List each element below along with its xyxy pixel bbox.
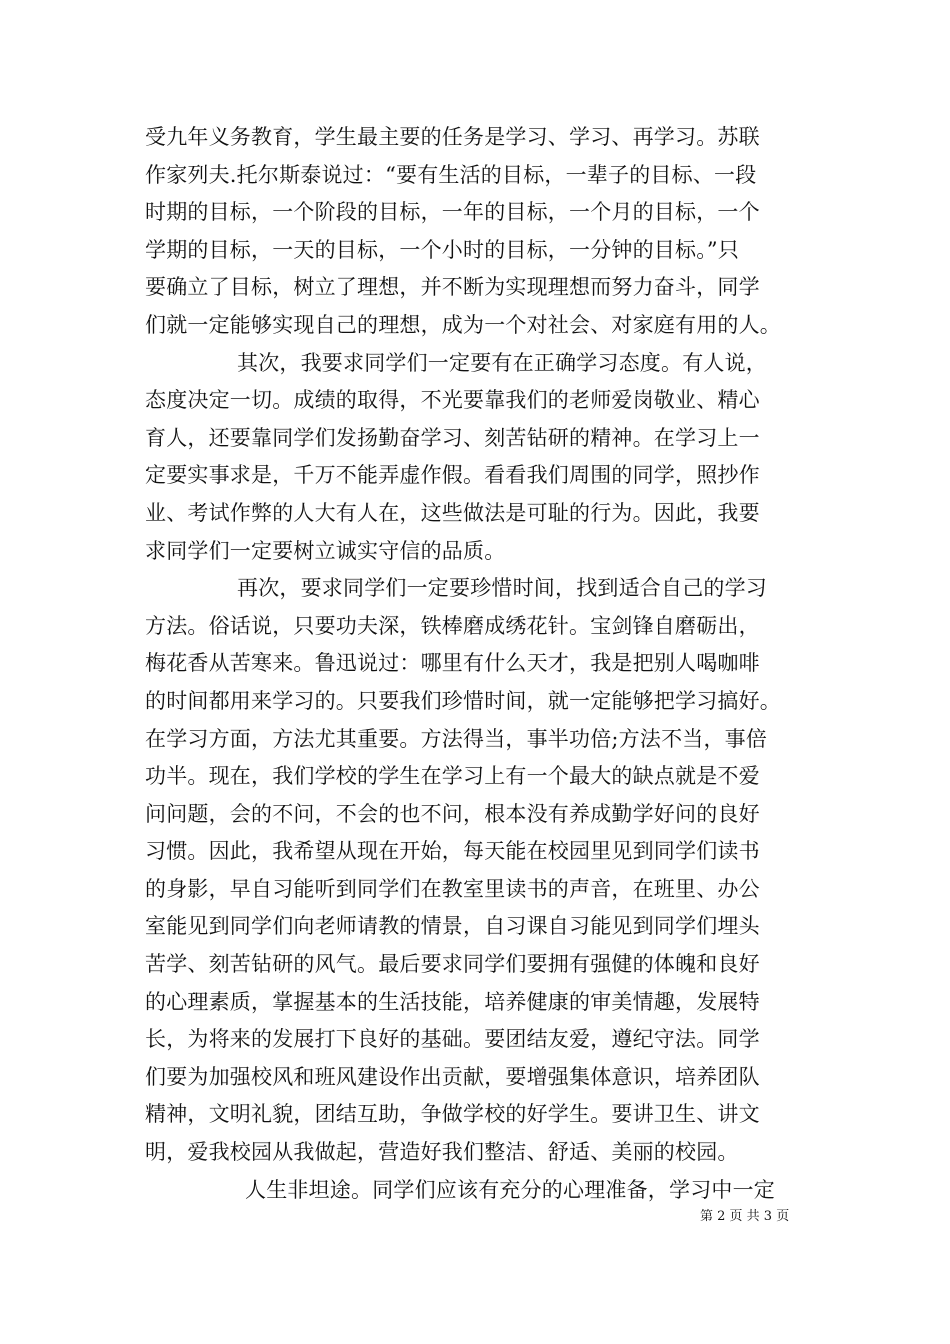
text-line: 作家列夫.托尔斯泰说过：“要有生活的目标，一辈子的目标、一段: [145, 162, 757, 187]
text-line: 长，为将来的发展打下良好的基础。要团结友爱，遵纪守法。同学: [145, 1027, 760, 1052]
text-line: 们要为加强校风和班风建设作出贡献，要增强集体意识，培养团队: [145, 1064, 760, 1089]
text-line: 受九年义务教育，学生最主要的任务是学习、学习、再学习。苏联: [145, 125, 760, 149]
text-line: 求同学们一定要树立诚实守信的品质。: [145, 538, 506, 563]
text-line: 在学习方面，方法尤其重要。方法得当，事半功倍;方法不当，事倍: [145, 726, 768, 751]
text-line: 明，爱我校园从我做起，营造好我们整洁、舒适、美丽的校园。: [145, 1140, 739, 1165]
text-line: 育人，还要靠同学们发扬勤奋学习、刻苦钻研的精神。在学习上一: [145, 425, 760, 450]
page-number-footer: 第 2 页 共 3 页: [700, 1209, 790, 1224]
text-line: 问问题，会的不问，不会的也不问，根本没有养成勤学好问的良好: [145, 801, 760, 826]
text-line: 精神，文明礼貌，团结互助，争做学校的好学生。要讲卫生、讲文: [145, 1102, 760, 1127]
text-line: 梅花香从苦寒来。鲁迅说过：哪里有什么天才，我是把别人喝咖啡: [145, 651, 760, 676]
paragraph: [145, 345, 805, 571]
paragraph: [145, 1172, 805, 1210]
paragraph: [145, 570, 805, 1172]
text-line: 的身影，早自习能听到同学们在教室里读书的声音，在班里、办公: [145, 876, 760, 901]
text-line: 再次，要求同学们一定要珍惜时间，找到适合自己的学习: [237, 576, 767, 601]
text-line: 学期的目标，一天的目标，一个小时的目标，一分钟的目标。”只: [145, 237, 740, 262]
text-line: 苦学、刻苦钻研的风气。最后要求同学们要拥有强健的体魄和良好: [145, 952, 760, 977]
text-line: 功半。现在，我们学校的学生在学习上有一个最大的缺点就是不爱: [145, 764, 760, 789]
text-line: 时期的目标，一个阶段的目标，一年的目标，一个月的目标，一个: [145, 200, 760, 225]
text-line: 的时间都用来学习的。只要我们珍惜时间，就一定能够把学习搞好。: [145, 688, 781, 713]
text-line: 其次，我要求同学们一定要有在正确学习态度。有人说，: [237, 350, 767, 375]
text-line: 的心理素质，掌握基本的生活技能，培养健康的审美情趣，发展特: [145, 989, 760, 1014]
text-line: 人生非坦途。同学们应该有充分的心理准备，学习中一定: [245, 1177, 775, 1202]
text-line: 态度决定一切。成绩的取得，不光要靠我们的老师爱岗敬业、精心: [145, 388, 760, 413]
text-line: 室能见到同学们向老师请教的情景，自习课自习能见到同学们埋头: [145, 914, 760, 939]
paragraph: [145, 119, 805, 345]
text-line: 们就一定能够实现自己的理想，成为一个对社会、对家庭有用的人。: [145, 312, 781, 337]
text-line: 业、考试作弊的人大有人在，这些做法是可耻的行为。因此，我要: [145, 500, 760, 525]
text-line: 要确立了目标，树立了理想，并不断为实现理想而努力奋斗，同学: [145, 275, 760, 300]
text-line: 方法。俗话说，只要功夫深，铁棒磨成绣花针。宝剑锋自磨砺出，: [145, 613, 760, 638]
text-line: 习惯。因此，我希望从现在开始，每天能在校园里见到同学们读书: [145, 839, 760, 864]
body-text: [145, 119, 805, 1209]
text-line: 定要实事求是，千万不能弄虚作假。看看我们周围的同学，照抄作: [145, 463, 760, 488]
